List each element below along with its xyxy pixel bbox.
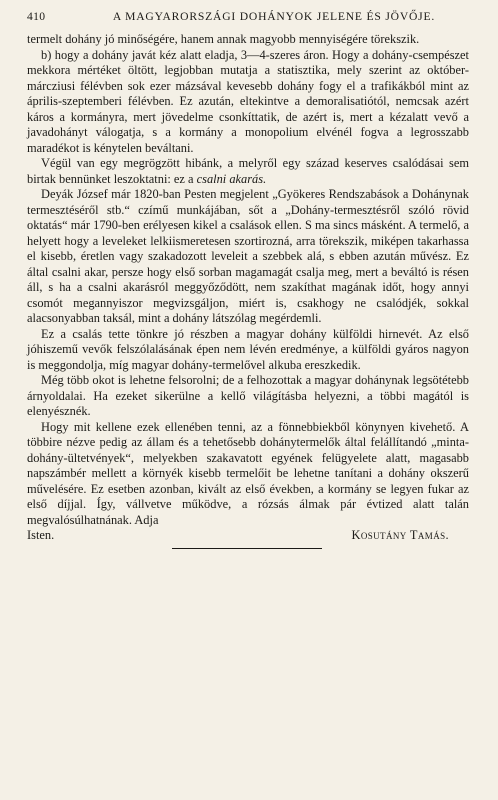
paragraph-habit-text: Végül van egy megrögzött hibánk, a melyről egy század keserves csalódásai sem birtak bennünket leszoktatni: ez a	[27, 156, 469, 186]
closing-rule-row	[27, 544, 469, 554]
paragraph-reputation: Ez a csalás tette tönkre jó részben a magyar dohány külföldi hirnevét. Az első jóhiszemű vevők felszólalásának épen nem lévén eredménye, a külföldi gyáros nagyon is meggondolja, míg magyar dohány-termelővel alkuba ereszkedik.	[27, 326, 469, 372]
paragraph-b: b) hogy a dohány javát kéz alatt eladja, 3—4-szeres áron. Hogy a dohány-csempészet mekkora mértéket öltött, legjobban mutatja a statisztika, mely szerint az október-márcziusi félévben sok ezer mázsával kevesebb dohány fogy el a trafikákból mint az április-szeptemberi félévben. Ez azután, eltekintve a demoralisatiótól, nemcsak azért káros a kormányra, mert jövedelme csonkíttatik, de azért is, mert a kézalatt vevő a javadohányt válogatja, s a kormány a monopolium elvénél fogva a legrosszabb maradékot is kénytelen beváltani.	[27, 47, 469, 155]
closing-rule	[172, 548, 322, 549]
page-header	[27, 10, 469, 32]
article-body	[27, 32, 469, 554]
paragraph-deyak: Deyák József már 1820-ban Pesten megjelent „Gyökeres Rendszabások a Dohánynak termesztéséről stb.“ czímű munkájában, sőt a „Dohány-termesztésről szóló rövid oktatás“ már 1790-ben erélyesen kikel a csalások ellen. S ma sincs másként. A termelő, a helyett hogy a leveleket lelkiismeretesen szortirozná, arra törekszik, miképen takarhassa el kisebb, éretlen vagy szakadozott leveleit a szebbek alá, s ebben azután művész. Ez által csalni akar, persze hogy első sorban magamagát csalja meg, mert a beváltó is résen áll, s ha a csalni akarásról meggyőződött, nem szakíthat magának időt, hogy annyi csomót megannyiszor megvizsgáljon, miért is, csakhogy ne csalódjék, sokkal alacsonyabban taksál, mint a dohány látszólag megérdemli.	[27, 187, 469, 325]
paragraph-more-reasons: Még több okot is lehetne felsorolni; de a felhozottak a magyar dohánynak legsötétebb árnyoldalai. Ha ezeket sikerülne a kellő világításba helyezni, a többi magától is elenyésznék.	[27, 373, 469, 418]
paragraph-remedy: Hogy mit kellene ezek ellenében tenni, az a fönnebbiekből könynyen kivehető. A többire nézve pedig az állam és a tehetősebb dohánytermelők által felállítandó „minta-dohány-ültetvények“, melyekben szakavatott egyének felügyelete alatt, magasabb napszámbér mellett a környék kisebb termelőit be lehetne tanítani a dohány okszerű művelésére. Ez esetben azonban, kivált az első években, a kormány se legyen fukar az első díjjal. Így, vállvetve működve, a rózsás álmak pár évtized alatt talán megvalósúlhatnának. Adja	[27, 419, 469, 527]
paragraph-continued: termelt dohány jó minőségére, hanem annak magyobb mennyiségére törekszik.	[27, 32, 420, 46]
page-number: 410	[27, 10, 46, 23]
closing-word: Isten.	[27, 528, 55, 542]
running-title: A MAGYARORSZÁGI DOHÁNYOK JELENE ÉS JÖVŐJE.	[112, 10, 436, 23]
italic-phrase: csalni akarás.	[196, 171, 267, 186]
paragraph-habit	[27, 156, 469, 187]
signature-line	[27, 528, 469, 544]
author-signature: Kosutány Tamás.	[351, 528, 449, 542]
